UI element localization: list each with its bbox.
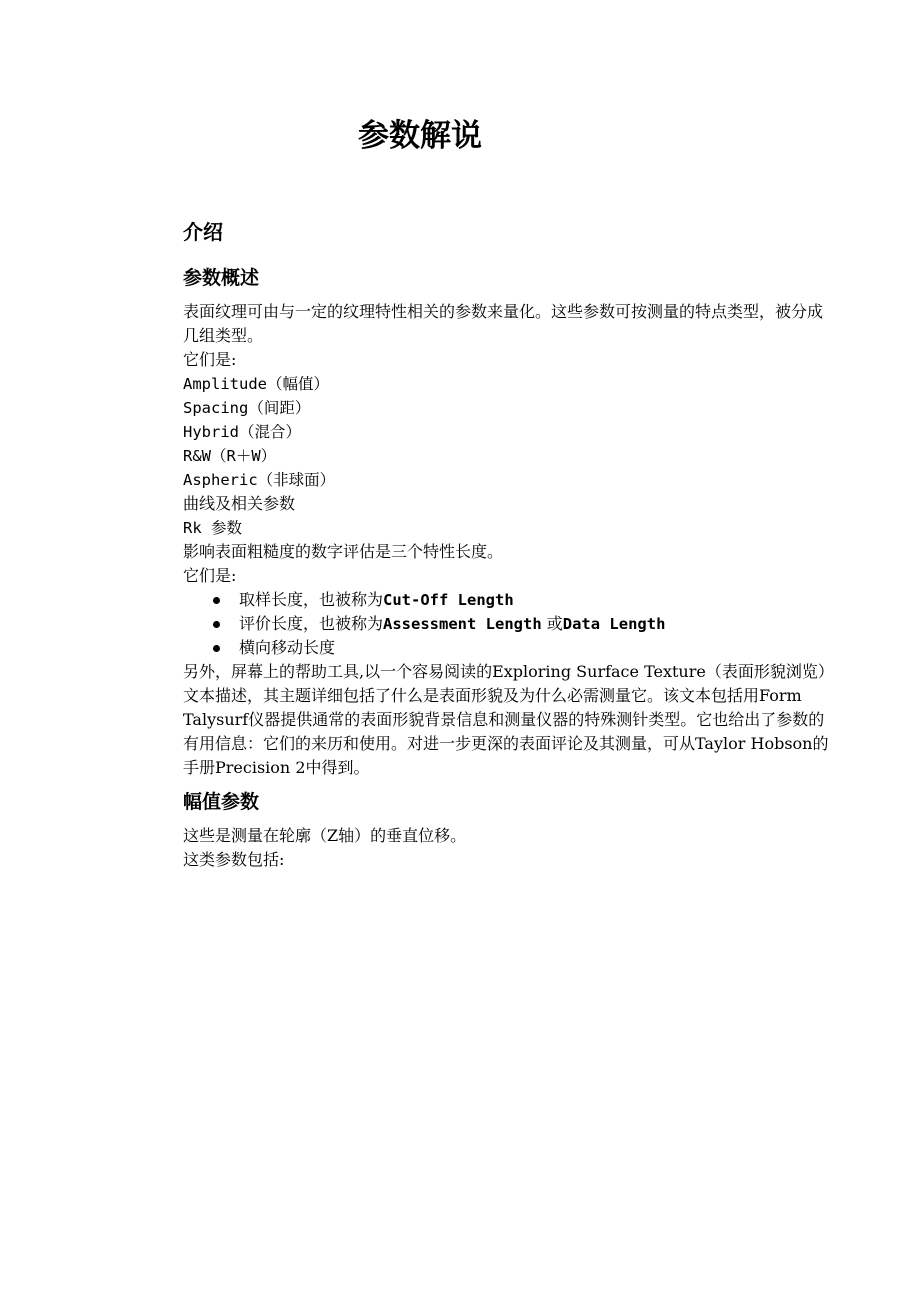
section-heading-intro: 介绍 [183,220,223,244]
param-group-item [183,516,833,540]
they-are-label: 它们是: [183,350,237,369]
document-title: 参数解说 [358,118,482,154]
param-group-rk: Rk 参数 [183,519,242,537]
param-group-item [183,420,833,444]
bullet-icon [213,645,220,652]
they-are-label-2: 它们是: [183,566,237,585]
length-term: Cut-Off Length [383,591,514,609]
param-group-item [183,444,833,468]
list-item [213,612,833,636]
length-term: Assessment Length [383,615,542,633]
param-group-curves: 曲线及相关参数 [183,494,296,513]
param-group-spacing: Spacing（间距） [183,399,311,417]
length-term-2: Data Length [562,615,666,633]
length-prefix: 取样长度，也被称为 [239,590,384,609]
param-group-item [183,396,833,420]
param-group-item [183,372,833,396]
param-group-rw: R&W（R＋W） [183,447,277,465]
param-group-aspheric: Aspheric（非球面） [183,471,336,489]
lengths-list [183,588,833,660]
param-group-item [183,468,833,492]
document-body [183,214,833,872]
bullet-icon [213,621,220,628]
amplitude-includes-label: 这类参数包括: [183,850,285,869]
subsection-heading-overview: 参数概述 [183,267,260,289]
help-paragraph: 另外，屏幕上的帮助工具,以一个容易阅读的Exploring Surface Texture（表面形貌浏览）文本描述，其主题详细包括了什么是表面形貌及为什么必需测量它。该文本包括用Form Talysurf仪器提供通常的表面形貌背景信息和测量仪器的特殊测针类型。它也给出了参数的有用信息：它们的来历和使用。对进一步更深的表面评论及其测量，可从Taylor Hobson的手册Precision 2中得到。 [183,662,829,777]
param-group-amplitude: Amplitude（幅值） [183,375,329,393]
subsection-heading-amplitude: 幅值参数 [183,791,260,813]
length-prefix: 评价长度，也被称为 [239,614,384,633]
param-group-hybrid: Hybrid（混合） [183,423,301,441]
param-group-item [183,492,833,516]
list-item [213,636,833,660]
bullet-icon [213,597,220,604]
length-middle: 或 [541,614,563,633]
lengths-intro: 影响表面粗糙度的数字评估是三个特性长度。 [183,542,504,561]
overview-paragraph: 表面纹理可由与一定的纹理特性相关的参数来量化。这些参数可按测量的特点类型，被分成几组类型。 [183,302,824,345]
length-prefix: 横向移动长度 [239,638,336,657]
amplitude-description: 这些是测量在轮廓（Z轴）的垂直位移。 [183,826,467,845]
list-item [213,588,833,612]
